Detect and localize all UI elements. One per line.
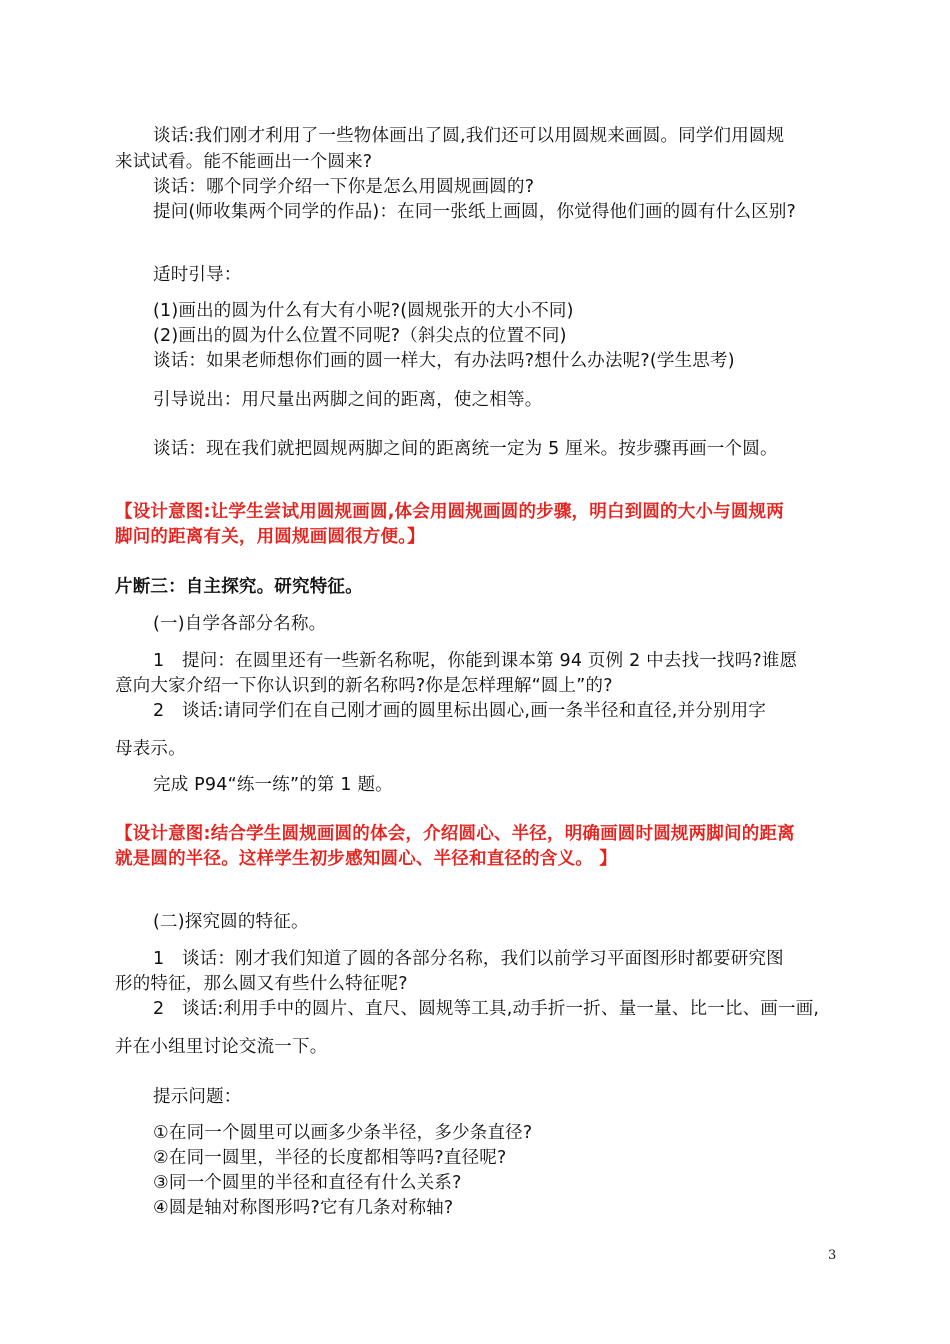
paragraph-line: 引导说出：用尺量出两脚之间的距离，使之相等。 (153, 390, 543, 410)
design-intent-note: 脚问的距离有关，用圆规画圆很方便。】 (115, 527, 425, 547)
question-item: ③同一个圆里的半径和直径有什么关系? (153, 1173, 462, 1193)
paragraph-line: 母表示。 (115, 739, 186, 759)
question-item: ②在同一圆里，半径的长度都相等吗?直径呢? (153, 1148, 507, 1168)
section-heading: 片断三：自主探究。研究特征。 (115, 577, 363, 597)
paragraph-line: 谈话：如果老师想你们画的圆一样大，有办法吗?想什么办法呢?(学生思考) (153, 351, 735, 371)
paragraph-line: 谈话：哪个同学介绍一下你是怎么用圆规画圆的? (153, 177, 535, 197)
paragraph-line: 意向大家介绍一下你认识到的新名称吗?你是怎样理解“圆上”的? (115, 676, 613, 696)
paragraph-line: 并在小组里讨论交流一下。 (115, 1037, 328, 1057)
paragraph-line: 1 提问：在圆里还有一些新名称呢，你能到课本第 94 页例 2 中去找一找吗?谁愿 (153, 651, 798, 671)
paragraph-line: 完成 P94“练一练”的第 1 题。 (153, 775, 393, 795)
paragraph-line: 1 谈话：刚才我们知道了圆的各部分名称，我们以前学习平面图形时都要研究图 (153, 949, 784, 969)
paragraph-line: 形的特征，那么圆又有些什么特征呢? (115, 974, 408, 994)
paragraph-line: 来试试看。能不能画出一个圆来? (115, 152, 373, 172)
subsection-heading: (二)探究圆的特征。 (153, 912, 309, 932)
paragraph-line: (2)画出的圆为什么位置不同呢?（斜尖点的位置不同) (153, 326, 567, 346)
page-number: 3 (828, 1248, 837, 1263)
paragraph-line: 提问(师收集两个同学的作品)：在同一张纸上画圆，你觉得他们画的圆有什么区别? (153, 202, 797, 222)
paragraph-line: 适时引导： (153, 265, 242, 285)
subsection-heading: (一)自学各部分名称。 (153, 614, 327, 634)
paragraph-line: 2 谈话:利用手中的圆片、直尺、圆规等工具,动手折一折、量一量、比一比、画一画, (153, 999, 820, 1019)
question-item: ④圆是轴对称图形吗?它有几条对称轴? (153, 1198, 454, 1218)
design-intent-note: 【设计意图:结合学生圆规画圆的体会，介绍圆心、半径，明确画圆时圆规两脚间的距离 (115, 824, 795, 844)
paragraph-line: 谈话:我们刚才利用了一些物体画出了圆,我们还可以用圆规来画圆。同学们用圆规 (153, 126, 785, 146)
paragraph-line: 2 谈话:请同学们在自己刚才画的圆里标出圆心,画一条半径和直径,并分别用字 (153, 701, 767, 721)
paragraph-line: (1)画出的圆为什么有大有小呢?(圆规张开的大小不同) (153, 301, 574, 321)
design-intent-note: 【设计意图:让学生尝试用圆规画圆,体会用圆规画圆的步骤，明白到圆的大小与圆规两 (115, 502, 784, 522)
paragraph-line: 提示问题： (153, 1087, 242, 1107)
paragraph-line: 谈话：现在我们就把圆规两脚之间的距离统一定为 5 厘米。按步骤再画一个圆。 (153, 439, 778, 459)
question-item: ①在同一个圆里可以画多少条半径，多少条直径? (153, 1123, 533, 1143)
design-intent-note: 就是圆的半径。这样学生初步感知圆心、半径和直径的含义。 】 (115, 849, 617, 869)
